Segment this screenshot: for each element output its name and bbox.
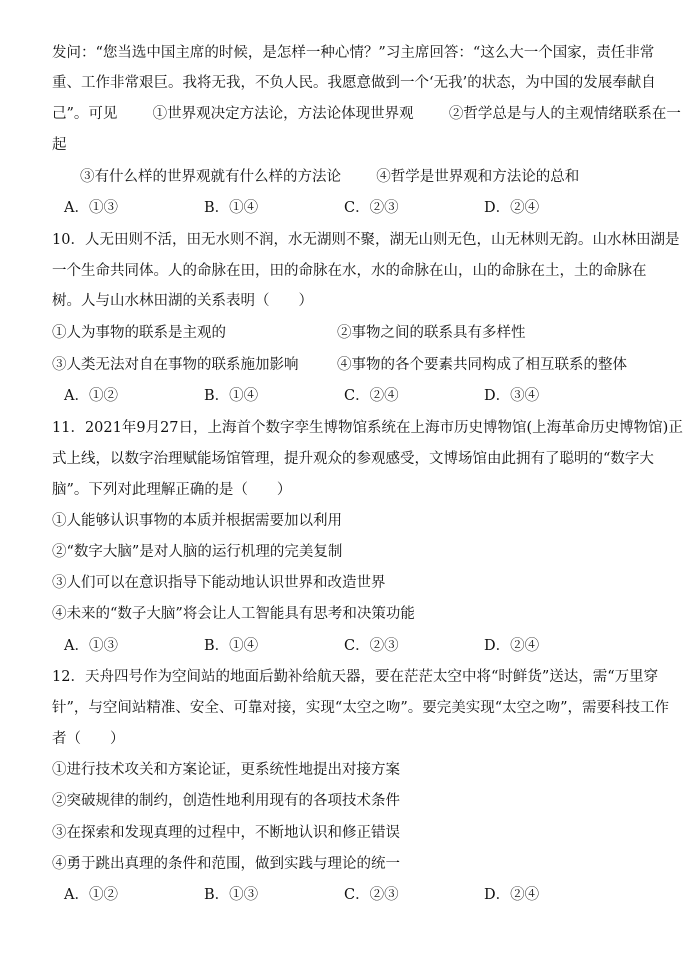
q9-statement-3: ③有什么样的世界观就有什么样的方法论 (80, 169, 341, 185)
q10-option-c[interactable]: C．②④ (344, 388, 399, 404)
q12-statement-3: ③在探索和发现真理的过程中，不断地认识和修正错误 (52, 825, 400, 841)
q10-statement-3: ③人类无法对自在事物的联系施加影响 (52, 357, 299, 373)
q9-line-1: 发问：“您当选中国主席的时候，是怎样一种心情？”习主席回答：“这么大一个国家，责任非常 (52, 45, 655, 61)
q10-line-1: 10．人无田则不活，田无水则不润，水无湖则不聚，湖无山则无色，山无林则无韵。山水林田湖是 (52, 232, 680, 248)
q9-line-3 (52, 103, 681, 125)
q10-option-a[interactable]: A．①② (64, 388, 118, 404)
q11-statement-2: ②“数字大脑”是对人脑的运行机理的完美复制 (52, 544, 343, 560)
q11-statement-3: ③人们可以在意识指导下能动地认识世界和改造世界 (52, 575, 386, 591)
q9-option-a[interactable]: A．①③ (64, 200, 118, 216)
q11-options (64, 635, 648, 657)
q9-statement-2: ②哲学总是与人的主观情绪联系在一 (448, 106, 681, 122)
q9-line-2: 重、工作非常艰巨。我将无我，不负人民。我愿意做到一个‘无我’的状态，为中国的发展奉献自 (52, 75, 656, 91)
q9-statement-4: ④哲学是世界观和方法论的总和 (376, 169, 580, 185)
q9-option-b[interactable]: B．①④ (204, 200, 259, 216)
q10-statement-1: ①人为事物的联系是主观的 (52, 325, 226, 341)
q11-option-b[interactable]: B．①④ (204, 638, 259, 654)
q10-option-b[interactable]: B．①④ (204, 388, 259, 404)
q12-line-3: 者（ ） (52, 731, 125, 747)
q11-option-d[interactable]: D．②④ (484, 638, 540, 654)
q9-line-4: 起 (52, 137, 67, 153)
q12-option-b[interactable]: B．①③ (204, 887, 259, 903)
q11-line-3: 脑”。下列对此理解正确的是（ ） (52, 482, 292, 498)
q10-line-3: 树。人与山水林田湖的关系表明（ ） (52, 293, 313, 309)
q9-option-d[interactable]: D．②④ (484, 200, 540, 216)
q12-option-d[interactable]: D．②④ (484, 887, 540, 903)
q12-options (64, 884, 648, 906)
q11-statement-1: ①人能够认识事物的本质并根据需要加以利用 (52, 513, 342, 529)
q10-line-2: 一个生命共同体。人的命脉在田，田的命脉在水，水的命脉在山，山的命脉在土，土的命脉在 (52, 263, 647, 279)
q12-line-2: 针”，与空间站精准、安全、可靠对接，实现“太空之吻”。要完美实现“太空之吻”，需要科技工作 (52, 700, 670, 716)
q11-option-a[interactable]: A．①③ (64, 638, 118, 654)
q12-statement-2: ②突破规律的制约，创造性地利用现有的各项技术条件 (52, 793, 400, 809)
q9-options (64, 197, 648, 219)
q11-line-2: 式上线，以数字治理赋能场馆管理，提升观众的参观感受，文博场馆由此拥有了聪明的“数字大 (52, 451, 654, 467)
q9-line-3-text: 己”。可见 (52, 106, 118, 122)
q9-statement-1: ①世界观决定方法论，方法论体现世界观 (152, 106, 414, 122)
q10-statements-row-1 (52, 322, 648, 344)
q11-line-1: 11．2021年9月27日，上海首个数字孪生博物馆系统在上海市历史博物馆(上海革命历史博物馆)正 (52, 420, 683, 436)
q11-statement-4: ④未来的“数子大脑”将会让人工智能具有思考和决策功能 (52, 606, 415, 622)
q12-line-1: 12．天舟四号作为空间站的地面后勤补给航天器，要在茫茫太空中将“时鲜货”送达，需“万里穿 (52, 669, 659, 685)
q9-option-c[interactable]: C．②③ (344, 200, 399, 216)
q10-option-d[interactable]: D．③④ (484, 388, 540, 404)
q12-option-c[interactable]: C．②③ (344, 887, 399, 903)
q11-option-c[interactable]: C．②③ (344, 638, 399, 654)
q10-options (64, 385, 648, 407)
q10-statement-4: ④事物的各个要素共同构成了相互联系的整体 (337, 357, 627, 373)
q10-statements-row-2 (52, 354, 648, 376)
q12-option-a[interactable]: A．①② (64, 887, 118, 903)
q12-statement-4: ④勇于跳出真理的条件和范围，做到实践与理论的统一 (52, 856, 400, 872)
q9-statements-row (80, 166, 648, 188)
q10-statement-2: ②事物之间的联系具有多样性 (337, 325, 526, 341)
q12-statement-1: ①进行技术攻关和方案论证，更系统性地提出对接方案 (52, 762, 400, 778)
